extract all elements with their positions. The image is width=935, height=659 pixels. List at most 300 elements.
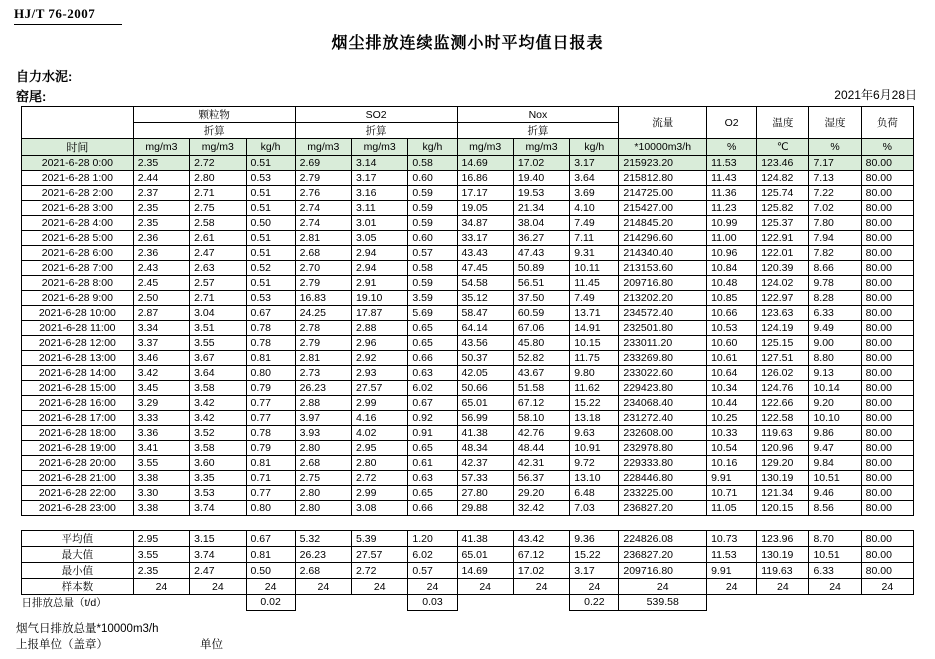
measure-point: 窑尾:	[16, 89, 47, 104]
cell-value: 80.00	[861, 201, 913, 216]
cell-value: 10.48	[707, 276, 757, 291]
col-group-so2: SO2	[295, 107, 457, 123]
cell-value: 65.01	[457, 396, 513, 411]
cell-value: 80.00	[861, 186, 913, 201]
summary-value: 9.91	[707, 563, 757, 579]
summary-label: 平均值	[22, 531, 134, 547]
cell-value: 3.14	[352, 156, 408, 171]
cell-value: 80.00	[861, 336, 913, 351]
cell-value: 124.02	[757, 276, 809, 291]
summary-value: 2.68	[295, 563, 351, 579]
cell-value: 2.94	[352, 246, 408, 261]
sub-header-particulate-converted: 折算	[133, 123, 295, 139]
daily-total-row	[22, 595, 914, 611]
col-group-nox: Nox	[457, 107, 619, 123]
cell-value: 3.04	[190, 306, 246, 321]
cell-value: 0.51	[246, 246, 295, 261]
cell-value: 50.37	[457, 351, 513, 366]
cell-value: 7.11	[570, 231, 619, 246]
cell-value: 11.36	[707, 186, 757, 201]
summary-value: 24	[757, 579, 809, 595]
cell-value: 233269.80	[619, 351, 707, 366]
cell-value: 10.66	[707, 306, 757, 321]
cell-value: 214296.60	[619, 231, 707, 246]
cell-value: 2.71	[190, 186, 246, 201]
cell-value: 47.43	[513, 246, 569, 261]
cell-value: 2.73	[295, 366, 351, 381]
cell-value: 0.52	[246, 261, 295, 276]
cell-value: 2.68	[295, 456, 351, 471]
summary-value: 17.02	[513, 563, 569, 579]
cell-value: 8.56	[809, 501, 861, 516]
cell-value: 0.66	[408, 351, 457, 366]
cell-value: 0.65	[408, 336, 457, 351]
cell-value: 0.51	[246, 201, 295, 216]
cell-value: 3.45	[133, 381, 189, 396]
cell-time: 2021-6-28 21:00	[22, 471, 134, 486]
summary-value: 24	[133, 579, 189, 595]
cell-value: 3.41	[133, 441, 189, 456]
cell-value: 0.51	[246, 276, 295, 291]
cell-value: 2.75	[295, 471, 351, 486]
cell-value: 3.52	[190, 426, 246, 441]
cell-time: 2021-6-28 19:00	[22, 441, 134, 456]
cell-value: 10.16	[707, 456, 757, 471]
cell-value: 3.46	[133, 351, 189, 366]
sub-header-nox-converted: 折算	[457, 123, 619, 139]
cell-value: 3.11	[352, 201, 408, 216]
table-row	[22, 366, 914, 381]
cell-value: 16.86	[457, 171, 513, 186]
standard-code: HJ/T 76-2007	[14, 6, 96, 21]
cell-value: 125.74	[757, 186, 809, 201]
table-spacer-row	[22, 516, 914, 531]
cell-value: 2.36	[133, 246, 189, 261]
cell-value: 234572.40	[619, 306, 707, 321]
cell-value: 0.50	[246, 216, 295, 231]
unit-nox-kgh: kg/h	[570, 139, 619, 156]
summary-value: 2.47	[190, 563, 246, 579]
summary-value: 11.53	[707, 547, 757, 563]
summary-value: 3.17	[570, 563, 619, 579]
summary-value: 65.01	[457, 547, 513, 563]
cell-value: 8.80	[809, 351, 861, 366]
summary-label: 样本数	[22, 579, 134, 595]
cell-value: 29.88	[457, 501, 513, 516]
unit-so2-mgm3: mg/m3	[295, 139, 351, 156]
table-row	[22, 216, 914, 231]
cell-value: 3.58	[190, 441, 246, 456]
unit-time: 时间	[22, 139, 134, 156]
cell-value: 10.53	[707, 321, 757, 336]
cell-value: 2.91	[352, 276, 408, 291]
summary-value: 24	[408, 579, 457, 595]
monitoring-table	[21, 106, 914, 611]
cell-value: 2.69	[295, 156, 351, 171]
summary-value: 3.15	[190, 531, 246, 547]
cell-value: 215812.80	[619, 171, 707, 186]
report-date: 2021年6月28日	[834, 88, 917, 102]
cell-value: 27.80	[457, 486, 513, 501]
cell-value: 52.82	[513, 351, 569, 366]
cell-value: 3.53	[190, 486, 246, 501]
cell-value: 7.82	[809, 246, 861, 261]
cell-value: 11.05	[707, 501, 757, 516]
cell-value: 236827.20	[619, 501, 707, 516]
cell-value: 36.27	[513, 231, 569, 246]
cell-value: 10.10	[809, 411, 861, 426]
summary-value: 6.33	[809, 563, 861, 579]
summary-value: 130.19	[757, 547, 809, 563]
cell-value: 0.51	[246, 156, 295, 171]
cell-value: 19.10	[352, 291, 408, 306]
cell-value: 7.03	[570, 501, 619, 516]
cell-value: 56.37	[513, 471, 569, 486]
unit-so2-conv-mgm3: mg/m3	[352, 139, 408, 156]
cell-value: 58.10	[513, 411, 569, 426]
cell-value: 9.20	[809, 396, 861, 411]
cell-value: 3.67	[190, 351, 246, 366]
cell-time: 2021-6-28 14:00	[22, 366, 134, 381]
cell-value: 2.95	[352, 441, 408, 456]
unit-nox-mgm3: mg/m3	[457, 139, 513, 156]
cell-value: 80.00	[861, 351, 913, 366]
table-row	[22, 501, 914, 516]
cell-value: 3.64	[570, 171, 619, 186]
summary-value: 80.00	[861, 563, 913, 579]
table-row	[22, 471, 914, 486]
cell-value: 3.33	[133, 411, 189, 426]
cell-value: 43.56	[457, 336, 513, 351]
cell-value: 9.84	[809, 456, 861, 471]
summary-value: 24	[457, 579, 513, 595]
cell-value: 0.78	[246, 336, 295, 351]
daily-total-particulate: 0.02	[246, 595, 295, 611]
cell-value: 2.88	[295, 396, 351, 411]
cell-value: 2.88	[352, 321, 408, 336]
cell-value: 10.34	[707, 381, 757, 396]
summary-value: 3.55	[133, 547, 189, 563]
cell-value: 80.00	[861, 306, 913, 321]
table-group-header-row	[22, 107, 914, 123]
table-row	[22, 171, 914, 186]
cell-value: 80.00	[861, 171, 913, 186]
cell-time: 2021-6-28 17:00	[22, 411, 134, 426]
cell-value: 0.51	[246, 186, 295, 201]
cell-value: 2.35	[133, 216, 189, 231]
cell-time: 2021-6-28 11:00	[22, 321, 134, 336]
summary-value: 24	[246, 579, 295, 595]
cell-value: 10.44	[707, 396, 757, 411]
cell-value: 214725.00	[619, 186, 707, 201]
daily-total-label: 日排放总量（t/d）	[21, 597, 107, 609]
cell-value: 0.79	[246, 381, 295, 396]
cell-time: 2021-6-28 12:00	[22, 336, 134, 351]
unit-flow: *10000m3/h	[619, 139, 707, 156]
cell-value: 14.69	[457, 156, 513, 171]
cell-value: 9.80	[570, 366, 619, 381]
cell-value: 13.10	[570, 471, 619, 486]
summary-value: 24	[570, 579, 619, 595]
cell-value: 42.76	[513, 426, 569, 441]
summary-value: 80.00	[861, 531, 913, 547]
cell-value: 17.17	[457, 186, 513, 201]
cell-value: 19.40	[513, 171, 569, 186]
cell-value: 19.53	[513, 186, 569, 201]
cell-value: 7.80	[809, 216, 861, 231]
summary-value: 0.50	[246, 563, 295, 579]
cell-value: 3.60	[190, 456, 246, 471]
cell-value: 2.68	[295, 246, 351, 261]
cell-time: 2021-6-28 0:00	[22, 156, 134, 171]
cell-value: 2.79	[295, 336, 351, 351]
cell-value: 80.00	[861, 471, 913, 486]
cell-value: 0.79	[246, 441, 295, 456]
cell-value: 0.65	[408, 441, 457, 456]
cell-value: 0.63	[408, 366, 457, 381]
cell-value: 3.37	[133, 336, 189, 351]
cell-value: 42.37	[457, 456, 513, 471]
summary-value: 43.42	[513, 531, 569, 547]
summary-value: 2.95	[133, 531, 189, 547]
cell-value: 3.05	[352, 231, 408, 246]
cell-value: 34.87	[457, 216, 513, 231]
cell-value: 3.08	[352, 501, 408, 516]
cell-value: 129.20	[757, 456, 809, 471]
table-row	[22, 261, 914, 276]
cell-value: 214845.20	[619, 216, 707, 231]
summary-value: 119.63	[757, 563, 809, 579]
unit-particulate-conv-mgm3: mg/m3	[190, 139, 246, 156]
cell-value: 3.93	[295, 426, 351, 441]
cell-value: 67.06	[513, 321, 569, 336]
cell-value: 2.80	[295, 501, 351, 516]
cell-value: 0.67	[246, 306, 295, 321]
cell-value: 3.69	[570, 186, 619, 201]
cell-value: 3.58	[190, 381, 246, 396]
cell-value: 11.45	[570, 276, 619, 291]
cell-value: 29.20	[513, 486, 569, 501]
cell-value: 48.34	[457, 441, 513, 456]
cell-value: 2.63	[190, 261, 246, 276]
col-group-o2: O2	[707, 107, 757, 139]
cell-value: 3.97	[295, 411, 351, 426]
summary-value: 236827.20	[619, 547, 707, 563]
cell-value: 3.38	[133, 471, 189, 486]
cell-value: 2.81	[295, 351, 351, 366]
summary-value: 5.32	[295, 531, 351, 547]
cell-time: 2021-6-28 3:00	[22, 201, 134, 216]
summary-value: 9.36	[570, 531, 619, 547]
summary-value: 2.72	[352, 563, 408, 579]
cell-value: 0.67	[408, 396, 457, 411]
cell-value: 10.15	[570, 336, 619, 351]
cell-value: 2.80	[190, 171, 246, 186]
cell-time: 2021-6-28 8:00	[22, 276, 134, 291]
cell-value: 50.89	[513, 261, 569, 276]
col-group-humidity: 湿度	[809, 107, 861, 139]
cell-value: 57.33	[457, 471, 513, 486]
cell-value: 27.57	[352, 381, 408, 396]
unit-load: %	[861, 139, 913, 156]
cell-value: 11.00	[707, 231, 757, 246]
cell-value: 21.34	[513, 201, 569, 216]
summary-row-minimum	[22, 563, 914, 579]
cell-value: 2.74	[295, 216, 351, 231]
summary-value: 224826.08	[619, 531, 707, 547]
cell-value: 0.80	[246, 501, 295, 516]
cell-value: 2.96	[352, 336, 408, 351]
summary-value: 26.23	[295, 547, 351, 563]
cell-value: 10.71	[707, 486, 757, 501]
cell-value: 126.02	[757, 366, 809, 381]
cell-value: 2.80	[352, 456, 408, 471]
cell-value: 64.14	[457, 321, 513, 336]
table-row	[22, 336, 914, 351]
summary-value: 14.69	[457, 563, 513, 579]
unit-particulate-kgh: kg/h	[246, 139, 295, 156]
cell-value: 0.59	[408, 186, 457, 201]
cell-value: 0.60	[408, 231, 457, 246]
cell-value: 234068.40	[619, 396, 707, 411]
cell-value: 9.46	[809, 486, 861, 501]
cell-value: 6.48	[570, 486, 619, 501]
summary-value: 10.73	[707, 531, 757, 547]
cell-value: 0.71	[246, 471, 295, 486]
cell-time: 2021-6-28 1:00	[22, 171, 134, 186]
summary-value: 5.39	[352, 531, 408, 547]
cell-value: 3.74	[190, 501, 246, 516]
table-row	[22, 246, 914, 261]
sub-header-so2-converted: 折算	[295, 123, 457, 139]
cell-value: 0.58	[408, 261, 457, 276]
cell-time: 2021-6-28 13:00	[22, 351, 134, 366]
cell-value: 9.49	[809, 321, 861, 336]
col-group-load: 负荷	[861, 107, 913, 139]
cell-value: 80.00	[861, 411, 913, 426]
cell-value: 9.86	[809, 426, 861, 441]
cell-value: 214340.40	[619, 246, 707, 261]
cell-time: 2021-6-28 6:00	[22, 246, 134, 261]
cell-value: 2.99	[352, 396, 408, 411]
cell-value: 80.00	[861, 276, 913, 291]
cell-value: 80.00	[861, 216, 913, 231]
cell-value: 3.01	[352, 216, 408, 231]
table-row	[22, 456, 914, 471]
cell-value: 0.59	[408, 276, 457, 291]
daily-total-nox: 0.22	[570, 595, 619, 611]
cell-value: 125.15	[757, 336, 809, 351]
cell-value: 124.19	[757, 321, 809, 336]
summary-value: 41.38	[457, 531, 513, 547]
cell-value: 80.00	[861, 291, 913, 306]
summary-value: 24	[861, 579, 913, 595]
cell-value: 24.25	[295, 306, 351, 321]
cell-value: 213153.60	[619, 261, 707, 276]
cell-value: 0.81	[246, 456, 295, 471]
cell-value: 2.78	[295, 321, 351, 336]
unit-so2-kgh: kg/h	[408, 139, 457, 156]
cell-value: 2.87	[133, 306, 189, 321]
footnote-flow-total: 烟气日排放总量*10000m3/h	[16, 623, 159, 635]
cell-value: 0.78	[246, 321, 295, 336]
summary-value: 0.57	[408, 563, 457, 579]
cell-value: 2.57	[190, 276, 246, 291]
table-row	[22, 156, 914, 171]
cell-time: 2021-6-28 10:00	[22, 306, 134, 321]
cell-value: 209716.80	[619, 276, 707, 291]
cell-value: 2.72	[190, 156, 246, 171]
summary-value: 3.74	[190, 547, 246, 563]
summary-value: 0.67	[246, 531, 295, 547]
cell-value: 0.65	[408, 321, 457, 336]
cell-value: 0.63	[408, 471, 457, 486]
cell-value: 9.00	[809, 336, 861, 351]
cell-value: 120.39	[757, 261, 809, 276]
cell-value: 10.91	[570, 441, 619, 456]
cell-value: 7.02	[809, 201, 861, 216]
cell-value: 0.53	[246, 171, 295, 186]
cell-value: 124.82	[757, 171, 809, 186]
header-rule	[14, 24, 122, 25]
cell-value: 11.23	[707, 201, 757, 216]
cell-value: 10.14	[809, 381, 861, 396]
cell-value: 2.50	[133, 291, 189, 306]
cell-value: 47.45	[457, 261, 513, 276]
cell-value: 0.59	[408, 201, 457, 216]
cell-value: 130.19	[757, 471, 809, 486]
cell-value: 56.51	[513, 276, 569, 291]
table-row	[22, 186, 914, 201]
cell-value: 0.77	[246, 396, 295, 411]
cell-value: 10.25	[707, 411, 757, 426]
cell-value: 43.67	[513, 366, 569, 381]
cell-value: 2.35	[133, 201, 189, 216]
summary-label: 最大值	[22, 547, 134, 563]
cell-value: 122.66	[757, 396, 809, 411]
table-unit-row	[22, 139, 914, 156]
table-row	[22, 351, 914, 366]
cell-value: 2.35	[133, 156, 189, 171]
cell-value: 125.82	[757, 201, 809, 216]
cell-value: 122.97	[757, 291, 809, 306]
cell-value: 9.13	[809, 366, 861, 381]
cell-time: 2021-6-28 4:00	[22, 216, 134, 231]
table-row	[22, 291, 914, 306]
col-group-temperature: 温度	[757, 107, 809, 139]
cell-value: 2.93	[352, 366, 408, 381]
cell-value: 7.94	[809, 231, 861, 246]
cell-value: 7.22	[809, 186, 861, 201]
cell-value: 0.51	[246, 231, 295, 246]
cell-time: 2021-6-28 20:00	[22, 456, 134, 471]
footnote-reporting-unit: 上报单位（盖章）	[16, 639, 108, 651]
summary-value: 27.57	[352, 547, 408, 563]
cell-value: 13.71	[570, 306, 619, 321]
summary-value: 67.12	[513, 547, 569, 563]
cell-value: 0.91	[408, 426, 457, 441]
cell-value: 80.00	[861, 366, 913, 381]
cell-value: 2.74	[295, 201, 351, 216]
cell-value: 7.49	[570, 291, 619, 306]
cell-value: 7.17	[809, 156, 861, 171]
cell-value: 0.77	[246, 486, 295, 501]
cell-value: 3.59	[408, 291, 457, 306]
cell-value: 0.66	[408, 501, 457, 516]
cell-value: 48.44	[513, 441, 569, 456]
summary-value: 24	[809, 579, 861, 595]
summary-value: 24	[707, 579, 757, 595]
